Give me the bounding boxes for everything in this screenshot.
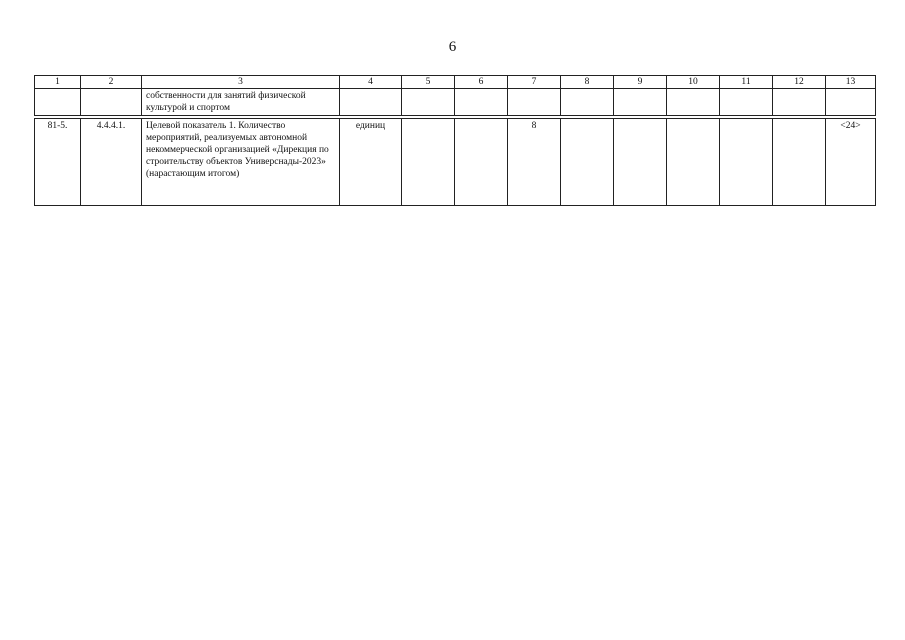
table-cell-footnote: <24> — [826, 119, 876, 206]
header-cell: 7 — [508, 76, 561, 89]
page-number: 6 — [448, 39, 457, 55]
table-cell — [614, 89, 667, 116]
header-cell: 13 — [826, 76, 876, 89]
table-cell — [561, 89, 614, 116]
table-cell — [773, 119, 826, 206]
table-cell — [614, 119, 667, 206]
table-row — [35, 119, 876, 206]
table-cell — [773, 89, 826, 116]
header-cell: 8 — [561, 76, 614, 89]
table-cell — [455, 119, 508, 206]
header-cell: 5 — [402, 76, 455, 89]
table-cell-unit: единиц — [340, 119, 402, 206]
header-cell: 10 — [667, 76, 720, 89]
table-cell — [667, 119, 720, 206]
table-row — [35, 89, 876, 116]
table-cell-description: собственности для занятий физической культурой и спортом — [142, 89, 340, 116]
header-cell: 11 — [720, 76, 773, 89]
table-cell — [720, 89, 773, 116]
table-cell — [402, 119, 455, 206]
header-cell: 2 — [81, 76, 142, 89]
indicator-table — [34, 75, 876, 206]
table-cell — [455, 89, 508, 116]
table-cell — [720, 119, 773, 206]
table-header-row — [35, 76, 876, 89]
header-cell: 6 — [455, 76, 508, 89]
table-cell — [826, 89, 876, 116]
table-cell — [340, 89, 402, 116]
table-cell — [402, 89, 455, 116]
header-cell: 9 — [614, 76, 667, 89]
header-cell: 4 — [340, 76, 402, 89]
table-cell — [35, 89, 81, 116]
table-cell-description: Целевой показатель 1. Количество мероприятий, реализуемых автономной некоммерческой организацией «Дирекция по строительству объектов Универснады-2023» (нарастающим итогом) — [142, 119, 340, 206]
table-cell-code: 4.4.4.1. — [81, 119, 142, 206]
table-cell — [667, 89, 720, 116]
table-cell — [561, 119, 614, 206]
table-cell — [508, 89, 561, 116]
table-cell-row-number: 81-5. — [35, 119, 81, 206]
header-cell: 3 — [142, 76, 340, 89]
table-cell-value: 8 — [508, 119, 561, 206]
table-cell — [81, 89, 142, 116]
header-cell: 1 — [35, 76, 81, 89]
header-cell: 12 — [773, 76, 826, 89]
